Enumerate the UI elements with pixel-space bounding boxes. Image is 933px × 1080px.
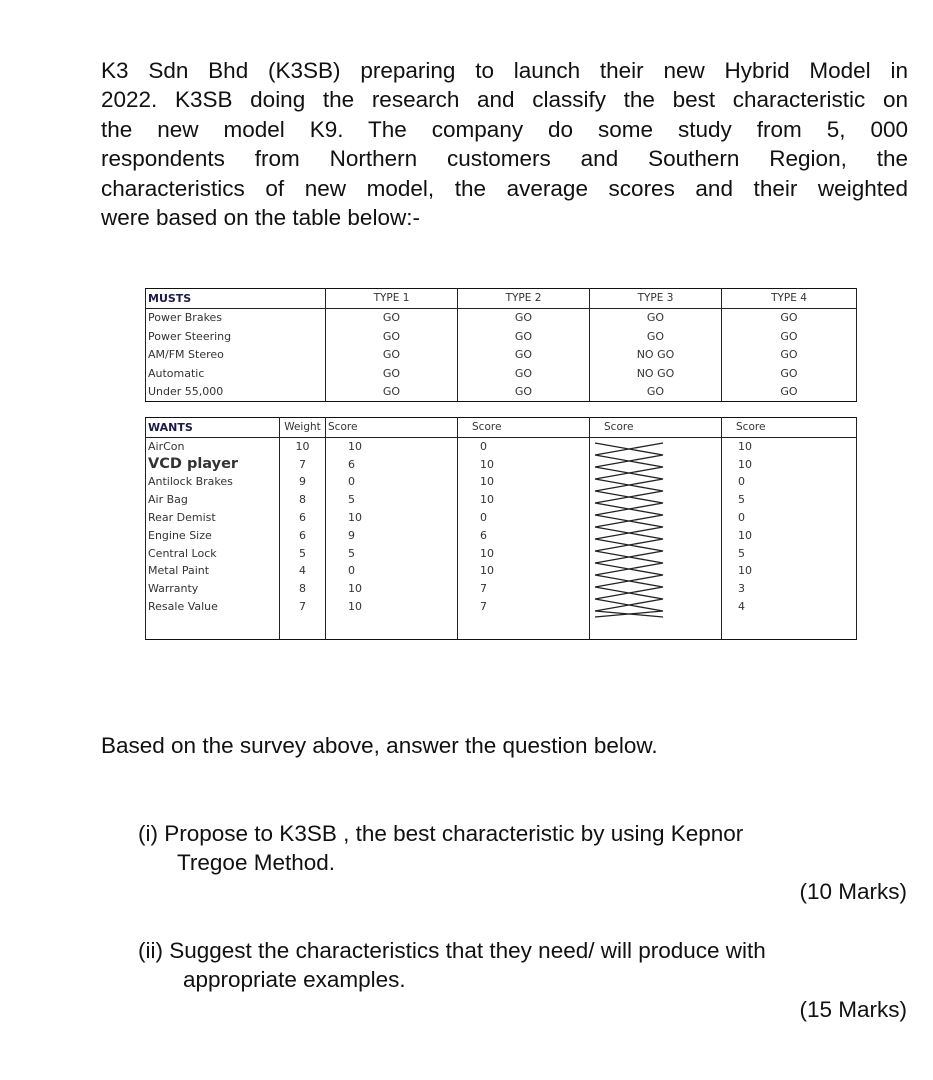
wants-row — [146, 437, 857, 455]
wants-row — [146, 491, 857, 509]
wants-title: WANTS — [146, 418, 280, 438]
musts-row — [146, 364, 857, 383]
type-4-score: 4 — [722, 598, 857, 616]
wants-row — [146, 562, 857, 580]
type-1-score: 9 — [326, 526, 458, 544]
wants-table — [145, 417, 857, 640]
wants-row — [146, 455, 857, 473]
type-2-score: 10 — [458, 544, 590, 562]
weight-cell: 6 — [280, 526, 326, 544]
type-3-cell: GO — [590, 327, 722, 346]
type-3-crossed-out-marks — [593, 439, 665, 619]
wants-label: Engine Size — [146, 526, 280, 544]
type-1-score: 0 — [326, 562, 458, 580]
wants-label: Metal Paint — [146, 562, 280, 580]
type-2-cell: GO — [458, 346, 590, 365]
type-2-cell: GO — [458, 308, 590, 327]
type-1-score: 5 — [326, 491, 458, 509]
type-1-score-header: Score — [326, 418, 458, 438]
type-2-score-header: Score — [458, 418, 590, 438]
type-1-score: 6 — [326, 455, 458, 473]
wants-row — [146, 473, 857, 491]
wants-row — [146, 598, 857, 616]
blank-cell — [146, 615, 280, 640]
blank-cell — [326, 615, 458, 640]
musts-label: Power Brakes — [146, 308, 326, 327]
type-2-score: 10 — [458, 455, 590, 473]
type-1-cell: GO — [326, 346, 458, 365]
type-4-cell: GO — [722, 327, 857, 346]
type-2-score: 10 — [458, 473, 590, 491]
intro-line: the new model K9. The company do some study from 5, 000 — [101, 116, 908, 142]
intro-line: characteristics of new model, the average scores and their weighted — [101, 175, 908, 201]
type-1-score: 10 — [326, 580, 458, 598]
question-1-line-1: (i) Propose to K3SB , the best characteristic by using Kepnor — [138, 821, 744, 846]
type-2-score: 6 — [458, 526, 590, 544]
intro-line: K3 Sdn Bhd (K3SB) preparing to launch their new Hybrid Model in — [101, 58, 908, 83]
type-1-cell: GO — [326, 308, 458, 327]
wants-row — [146, 509, 857, 527]
type-2-score: 10 — [458, 562, 590, 580]
weight-cell: 5 — [280, 544, 326, 562]
type-2-score: 0 — [458, 437, 590, 455]
type-1-score: 10 — [326, 509, 458, 527]
musts-label: Automatic — [146, 364, 326, 383]
wants-label: Antilock Brakes — [146, 473, 280, 491]
type-4-cell: GO — [722, 346, 857, 365]
weight-cell: 10 — [280, 437, 326, 455]
type-3-score-header: Score — [590, 418, 722, 438]
type-4-cell: GO — [722, 383, 857, 402]
wants-label: VCD player — [146, 455, 280, 473]
wants-label: Rear Demist — [146, 509, 280, 527]
wants-label: Resale Value — [146, 598, 280, 616]
musts-header-row — [146, 289, 857, 309]
type-4-score: 10 — [722, 562, 857, 580]
wants-header-row — [146, 418, 857, 438]
type-1-cell: GO — [326, 327, 458, 346]
type-1-score: 10 — [326, 598, 458, 616]
type-1-header: TYPE 1 — [326, 289, 458, 309]
type-2-cell: GO — [458, 327, 590, 346]
type-3-cell: NO GO — [590, 346, 722, 365]
intro-line: were based on the table below:- — [101, 205, 420, 231]
type-2-score: 7 — [458, 580, 590, 598]
type-4-score-header: Score — [722, 418, 857, 438]
type-1-score: 5 — [326, 544, 458, 562]
wants-row — [146, 544, 857, 562]
type-4-cell: GO — [722, 308, 857, 327]
type-4-score: 0 — [722, 473, 857, 491]
question-1-marks: (10 Marks) — [799, 879, 907, 904]
question-2-line-1: (ii) Suggest the characteristics that they need/ will produce with — [138, 938, 766, 963]
type-1-score: 10 — [326, 437, 458, 455]
type-2-score: 10 — [458, 491, 590, 509]
wants-label: Warranty — [146, 580, 280, 598]
type-4-score: 5 — [722, 544, 857, 562]
weight-cell: 7 — [280, 455, 326, 473]
type-3-cell: NO GO — [590, 364, 722, 383]
musts-label: AM/FM Stereo — [146, 346, 326, 365]
wants-blank-row — [146, 615, 857, 640]
question-2-marks: (15 Marks) — [799, 997, 907, 1022]
blank-cell — [280, 615, 326, 640]
musts-label: Power Steering — [146, 327, 326, 346]
intro-line: respondents from Northern customers and Southern Region, the — [101, 146, 908, 172]
type-4-score: 5 — [722, 491, 857, 509]
musts-row — [146, 346, 857, 365]
type-4-header: TYPE 4 — [722, 289, 857, 309]
musts-label: Under 55,000 — [146, 383, 326, 402]
prompt-text: Based on the survey above, answer the question below. — [101, 733, 658, 758]
weight-cell: 8 — [280, 491, 326, 509]
intro-line: 2022. K3SB doing the research and classify the best characteristic on — [101, 87, 908, 113]
type-3-cell: GO — [590, 383, 722, 402]
musts-title: MUSTS — [146, 289, 326, 309]
type-4-score: 10 — [722, 526, 857, 544]
musts-row — [146, 383, 857, 402]
type-2-header: TYPE 2 — [458, 289, 590, 309]
type-4-score: 10 — [722, 455, 857, 473]
type-1-score: 0 — [326, 473, 458, 491]
wants-row — [146, 580, 857, 598]
blank-cell — [590, 615, 722, 640]
intro-paragraph — [101, 56, 908, 232]
weight-cell: 9 — [280, 473, 326, 491]
musts-table — [145, 288, 857, 402]
wants-label: Central Lock — [146, 544, 280, 562]
type-1-cell: GO — [326, 364, 458, 383]
weight-header: Weight — [280, 418, 326, 438]
weight-cell: 8 — [280, 580, 326, 598]
type-4-cell: GO — [722, 364, 857, 383]
type-2-score: 7 — [458, 598, 590, 616]
weight-cell: 6 — [280, 509, 326, 527]
type-2-cell: GO — [458, 383, 590, 402]
weight-cell: 4 — [280, 562, 326, 580]
type-4-score: 10 — [722, 437, 857, 455]
weight-cell: 7 — [280, 598, 326, 616]
type-2-score: 0 — [458, 509, 590, 527]
musts-row — [146, 327, 857, 346]
type-3-cell: GO — [590, 308, 722, 327]
type-3-header: TYPE 3 — [590, 289, 722, 309]
type-4-score: 3 — [722, 580, 857, 598]
wants-row — [146, 526, 857, 544]
type-2-cell: GO — [458, 364, 590, 383]
blank-cell — [458, 615, 590, 640]
musts-row — [146, 308, 857, 327]
type-1-cell: GO — [326, 383, 458, 402]
blank-cell — [722, 615, 857, 640]
wants-label: AirCon — [146, 437, 280, 455]
question-2-line-2: appropriate examples. — [183, 967, 406, 992]
type-4-score: 0 — [722, 509, 857, 527]
wants-label: Air Bag — [146, 491, 280, 509]
question-1-line-2: Tregoe Method. — [177, 850, 336, 875]
